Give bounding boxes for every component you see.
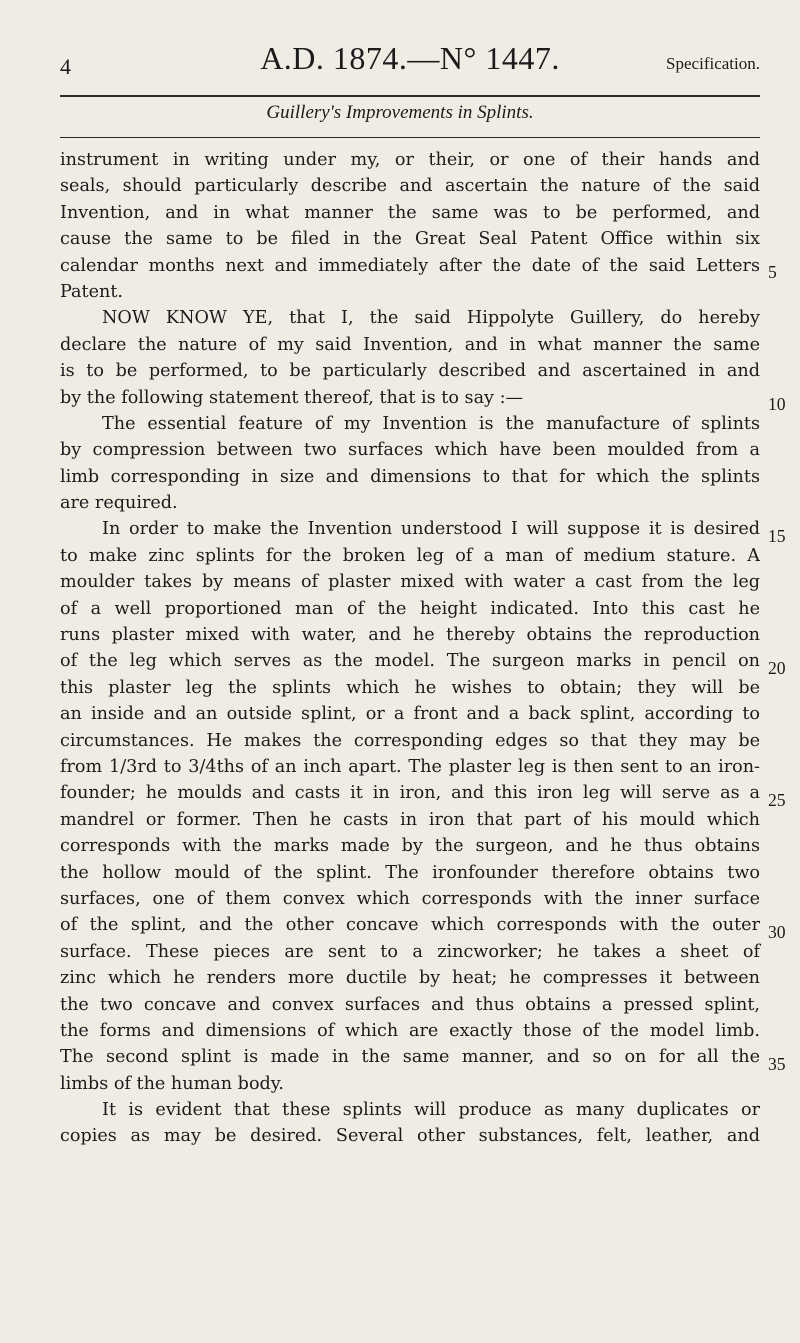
text-line: limbs of the human body. [60, 1073, 284, 1094]
text-line: this plaster leg the splints which he wishes to obtain; they will be [60, 677, 760, 698]
text-line: seals, should particularly describe and ascertain the nature of the said [60, 176, 760, 197]
text-line: It is evident that these splints will produce as many duplicates or [102, 1100, 760, 1121]
text-line: limb corresponding in size and dimensions to that for which the splints [60, 466, 760, 487]
text-line: calendar months next and immediately after the date of the said Letters [60, 255, 760, 276]
text-line: of the leg which serves as the model. The surgeon marks in pencil on [60, 651, 760, 672]
body-text [60, 147, 760, 1150]
text-line: declare the nature of my said Invention, and in what manner the same [60, 334, 760, 355]
text-line: instrument in writing under my, or their, or one of their hands and [60, 150, 760, 170]
header-rule-bottom [60, 137, 760, 138]
text-line: an inside and an outside splint, or a front and a back splint, according to [60, 704, 760, 725]
text-line: to make zinc splints for the broken leg of a man of medium stature. A [60, 545, 760, 566]
text-line: NOW KNOW YE, that I, the said Hippolyte Guillery, do hereby [102, 308, 760, 329]
text-line: Patent. [60, 281, 124, 302]
line-number: 35 [768, 1054, 786, 1074]
text-line: the forms and dimensions of which are exactly those of the model limb. [60, 1020, 760, 1041]
text-line: from 1/3rd to 3/4ths of an inch apart. The plaster leg is then sent to an iron- [60, 756, 760, 777]
text-line: of the splint, and the other concave which corresponds with the outer [60, 915, 760, 936]
text-line: the two concave and convex surfaces and thus obtains a pressed splint, [60, 994, 760, 1015]
text-line: mandrel or former. Then he casts in iron that part of his mould which [60, 809, 760, 830]
text-line: In order to make the Invention understood I will suppose it is desired [102, 519, 760, 540]
page-number: 4 [60, 54, 71, 79]
line-number: 10 [768, 394, 786, 414]
text-line: by the following statement thereof, that is to say :— [60, 387, 524, 408]
text-line: The second splint is made in the same manner, and so on for all the [60, 1047, 760, 1068]
text-line: zinc which he renders more ductile by heat; he compresses it between [60, 968, 760, 989]
text-line: The essential feature of my Invention is the manufacture of splints [102, 413, 760, 434]
page-header [60, 40, 760, 88]
text-line: runs plaster mixed with water, and he thereby obtains the reproduction [60, 625, 760, 646]
document-title: A.D. 1874.—N° 1447. [260, 40, 560, 76]
text-line: cause the same to be filed in the Great Seal Patent Office within six [60, 229, 760, 250]
text-line: surfaces, one of them convex which corresponds with the inner surface [60, 888, 760, 909]
text-line: moulder takes by means of plaster mixed with water a cast from the leg [60, 572, 760, 593]
line-number: 25 [768, 790, 786, 810]
text-line: Invention, and in what manner the same was to be performed, and [60, 202, 760, 223]
text-line: the hollow mould of the splint. The ironfounder therefore obtains two [60, 862, 760, 883]
text-line: copies as may be desired. Several other substances, felt, leather, and [60, 1126, 760, 1147]
text-line: founder; he moulds and casts it in iron, and this iron leg will serve as a [60, 783, 760, 804]
line-number: 20 [768, 658, 786, 678]
line-number: 5 [768, 262, 777, 282]
text-line: are required. [60, 493, 178, 514]
header-rule-top [60, 95, 760, 97]
specification-label: Specification. [666, 54, 760, 73]
line-number: 15 [768, 526, 786, 546]
text-line: circumstances. He makes the corresponding edges so that they may be [60, 730, 760, 751]
text-line: surface. These pieces are sent to a zincworker; he takes a sheet of [60, 941, 760, 962]
running-head: Guillery's Improvements in Splints. [266, 102, 534, 123]
text-line: is to be performed, to be particularly described and ascertained in and [60, 361, 760, 382]
text-line: corresponds with the marks made by the surgeon, and he thus obtains [60, 836, 760, 857]
text-line: by compression between two surfaces which have been moulded from a [60, 440, 760, 461]
line-number: 30 [768, 922, 786, 942]
text-line: of a well proportioned man of the height indicated. Into this cast he [60, 598, 760, 619]
